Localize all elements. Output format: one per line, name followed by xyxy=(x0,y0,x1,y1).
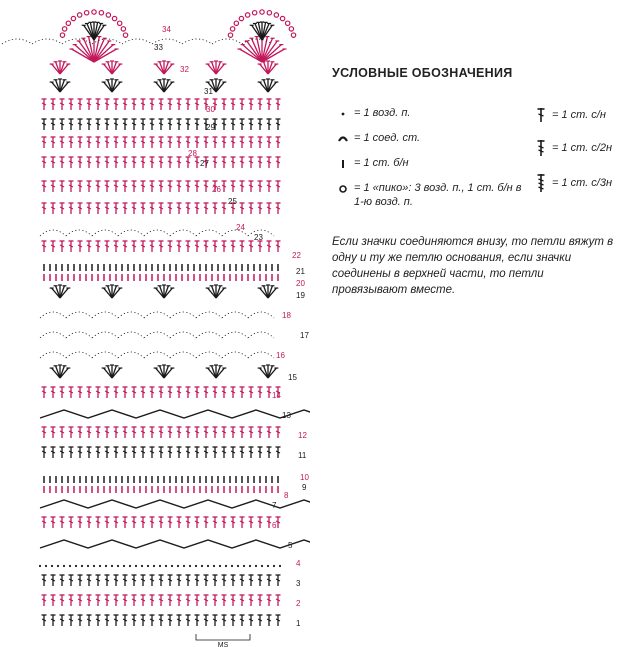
legend-item-chain xyxy=(332,106,532,120)
chain-arch xyxy=(144,332,170,338)
row-number: 16 xyxy=(276,351,285,360)
chain-dot xyxy=(195,565,197,567)
row-number: 33 xyxy=(154,43,163,52)
chain-arch xyxy=(144,352,170,358)
picot xyxy=(123,33,127,37)
chain-arch xyxy=(92,332,118,338)
legend-item-label: = 1 соед. ст. xyxy=(354,132,421,144)
row-number: 28 xyxy=(188,149,197,158)
row-number: 24 xyxy=(236,223,245,232)
ms-bracket xyxy=(196,634,250,640)
row-number: 18 xyxy=(282,311,291,320)
chain-arch xyxy=(92,230,118,236)
chain-arch xyxy=(170,332,196,338)
chain-dot xyxy=(69,565,71,567)
chain-arch xyxy=(118,312,144,318)
chain-dot xyxy=(39,565,41,567)
legend-item-label: = 1 ст. с/3н xyxy=(552,177,613,189)
picot xyxy=(62,27,66,31)
row-number: 27 xyxy=(200,159,209,168)
legend-item-picot xyxy=(332,181,532,209)
row-number: 23 xyxy=(254,233,263,242)
picot xyxy=(117,21,121,25)
row-number: 2 xyxy=(296,599,301,608)
row-number: 12 xyxy=(298,431,307,440)
chain-dot xyxy=(267,565,269,567)
legend-right-column xyxy=(530,106,620,208)
chain-arch xyxy=(222,312,248,318)
legend-item-label: = 1 ст. с/2н xyxy=(552,142,613,154)
legend-item-treble-crochet xyxy=(530,138,620,158)
picot xyxy=(106,13,110,17)
chain-dot xyxy=(45,565,47,567)
chain-arch xyxy=(40,230,66,236)
dot-icon xyxy=(332,106,354,120)
legend-note: Если значки соединяются внизу, то петли вяжут в одну и ту же петлю основания, если значки соединены в верхней части, то петли провязывают вместе. xyxy=(332,236,614,296)
picot xyxy=(71,16,75,20)
chain-arch xyxy=(118,332,144,338)
picot xyxy=(121,27,125,31)
chain-arch xyxy=(248,352,274,358)
row-number: 21 xyxy=(296,267,305,276)
picot xyxy=(228,33,232,37)
row-number: 5 xyxy=(288,541,293,550)
chain-arch xyxy=(182,39,212,44)
legend-item-label: = 1 возд. п. xyxy=(354,107,411,119)
ms-label: MS xyxy=(217,642,229,647)
chain-dot xyxy=(63,565,65,567)
chain-dot xyxy=(141,565,143,567)
dc-icon xyxy=(530,106,552,124)
chain-dot xyxy=(225,565,227,567)
row-number: 4 xyxy=(296,559,301,568)
chain-dot xyxy=(105,565,107,567)
chain-dot xyxy=(75,565,77,567)
legend-item-label: = 1 ст. с/н xyxy=(552,109,606,121)
chain-arch xyxy=(66,230,92,236)
chain-dot xyxy=(261,565,263,567)
chain-dot xyxy=(189,565,191,567)
chain-dot xyxy=(87,565,89,567)
chain-arch xyxy=(66,312,92,318)
row-number: 19 xyxy=(296,291,305,300)
chain-dot xyxy=(273,565,275,567)
bar-icon xyxy=(332,156,354,170)
row-number: 20 xyxy=(296,279,305,288)
chain-arch xyxy=(66,352,92,358)
chain-dot xyxy=(213,565,215,567)
chain-dot xyxy=(117,565,119,567)
row-number: 30 xyxy=(206,105,215,114)
chain-dot xyxy=(231,565,233,567)
row-number: 26 xyxy=(212,185,221,194)
zigzag-line xyxy=(40,410,310,418)
chain-dot xyxy=(183,565,185,567)
chain-arch xyxy=(40,332,66,338)
chain-dot xyxy=(159,565,161,567)
chain-dot xyxy=(81,565,83,567)
chain-arch xyxy=(222,332,248,338)
legend-left-column xyxy=(332,106,532,220)
chain-dot xyxy=(123,565,125,567)
chain-dot xyxy=(57,565,59,567)
row-number: 8 xyxy=(284,491,289,500)
picot xyxy=(60,33,64,37)
chain-arch xyxy=(196,312,222,318)
legend-item-double-crochet xyxy=(530,106,620,124)
picot xyxy=(92,10,96,14)
chain-dot xyxy=(135,565,137,567)
chain-dot xyxy=(219,565,221,567)
chain-arch xyxy=(170,352,196,358)
picot xyxy=(280,16,284,20)
chain-arch xyxy=(40,312,66,318)
chain-arch xyxy=(170,230,196,236)
picot xyxy=(112,16,116,20)
chain-arch xyxy=(212,39,242,44)
picot-icon xyxy=(332,181,354,195)
chain-arch xyxy=(92,312,118,318)
row-number: 14 xyxy=(272,391,281,400)
arc-icon xyxy=(332,131,354,145)
chain-dot xyxy=(99,565,101,567)
row-number: 13 xyxy=(282,411,291,420)
chain-arch xyxy=(32,39,62,44)
row-number: 25 xyxy=(228,197,237,206)
chain-arch xyxy=(2,39,32,44)
chain-dot xyxy=(171,565,173,567)
row-number: 11 xyxy=(298,451,307,460)
chain-dot xyxy=(237,565,239,567)
picot xyxy=(289,27,293,31)
chain-dot xyxy=(93,565,95,567)
row-number: 22 xyxy=(292,251,301,260)
picot xyxy=(285,21,289,25)
chain-arch xyxy=(248,332,274,338)
picot xyxy=(245,13,249,17)
legend xyxy=(332,66,617,296)
row-number: 9 xyxy=(302,483,307,492)
chain-arch xyxy=(40,352,66,358)
picot xyxy=(260,10,264,14)
row-number: 17 xyxy=(300,331,309,340)
chain-dot xyxy=(129,565,131,567)
legend-item-slip-stitch xyxy=(332,131,532,145)
chain-arch xyxy=(196,230,222,236)
chain-arch xyxy=(144,230,170,236)
legend-title: УСЛОВНЫЕ ОБОЗНАЧЕНИЯ xyxy=(332,66,513,80)
chain-dot xyxy=(279,565,281,567)
row-number: 1 xyxy=(296,619,301,628)
picot xyxy=(291,33,295,37)
row-number: 29 xyxy=(206,123,215,132)
row-number: 15 xyxy=(288,373,297,382)
legend-item-label: = 1 «пико»: 3 возд. п., 1 ст. б/н в 1-ю возд. п. xyxy=(354,182,522,208)
row-number: 32 xyxy=(180,65,189,74)
chain-arch xyxy=(92,352,118,358)
chain-arch xyxy=(118,352,144,358)
chain-dot xyxy=(249,565,251,567)
row-number: 3 xyxy=(296,579,301,588)
picot xyxy=(274,13,278,17)
chain-dot xyxy=(165,565,167,567)
chain-dot xyxy=(243,565,245,567)
chain-dot xyxy=(177,565,179,567)
picot xyxy=(99,11,103,15)
picot xyxy=(267,11,271,15)
dtc-icon xyxy=(530,172,552,194)
picot xyxy=(84,11,88,15)
chain-arch xyxy=(196,332,222,338)
chain-dot xyxy=(255,565,257,567)
zigzag-line xyxy=(40,500,310,508)
chain-arch xyxy=(222,352,248,358)
picot xyxy=(252,11,256,15)
legend-item-single-crochet xyxy=(332,156,532,170)
chain-arch xyxy=(144,312,170,318)
chain-dot xyxy=(111,565,113,567)
chain-arch xyxy=(170,312,196,318)
picot xyxy=(230,27,234,31)
row-number: 31 xyxy=(204,87,213,96)
picot xyxy=(66,21,70,25)
legend-item-label: = 1 ст. б/н xyxy=(354,157,409,169)
chain-arch xyxy=(118,230,144,236)
legend-item-double-treble xyxy=(530,172,620,194)
picot xyxy=(234,21,238,25)
zigzag-line xyxy=(40,540,310,548)
chain-arch xyxy=(66,332,92,338)
row-number: 7 xyxy=(272,501,277,510)
chain-dot xyxy=(201,565,203,567)
chain-arch xyxy=(248,312,274,318)
row-number: 10 xyxy=(300,473,309,482)
chain-dot xyxy=(51,565,53,567)
chain-dot xyxy=(147,565,149,567)
row-number: 34 xyxy=(162,25,171,34)
chain-dot xyxy=(153,565,155,567)
chain-dot xyxy=(207,565,209,567)
chain-arch xyxy=(196,352,222,358)
tc-icon xyxy=(530,138,552,158)
picot xyxy=(239,16,243,20)
row-number: 6 xyxy=(272,521,277,530)
picot xyxy=(77,13,81,17)
crochet-chart xyxy=(0,0,310,647)
chain-arch xyxy=(122,39,152,44)
